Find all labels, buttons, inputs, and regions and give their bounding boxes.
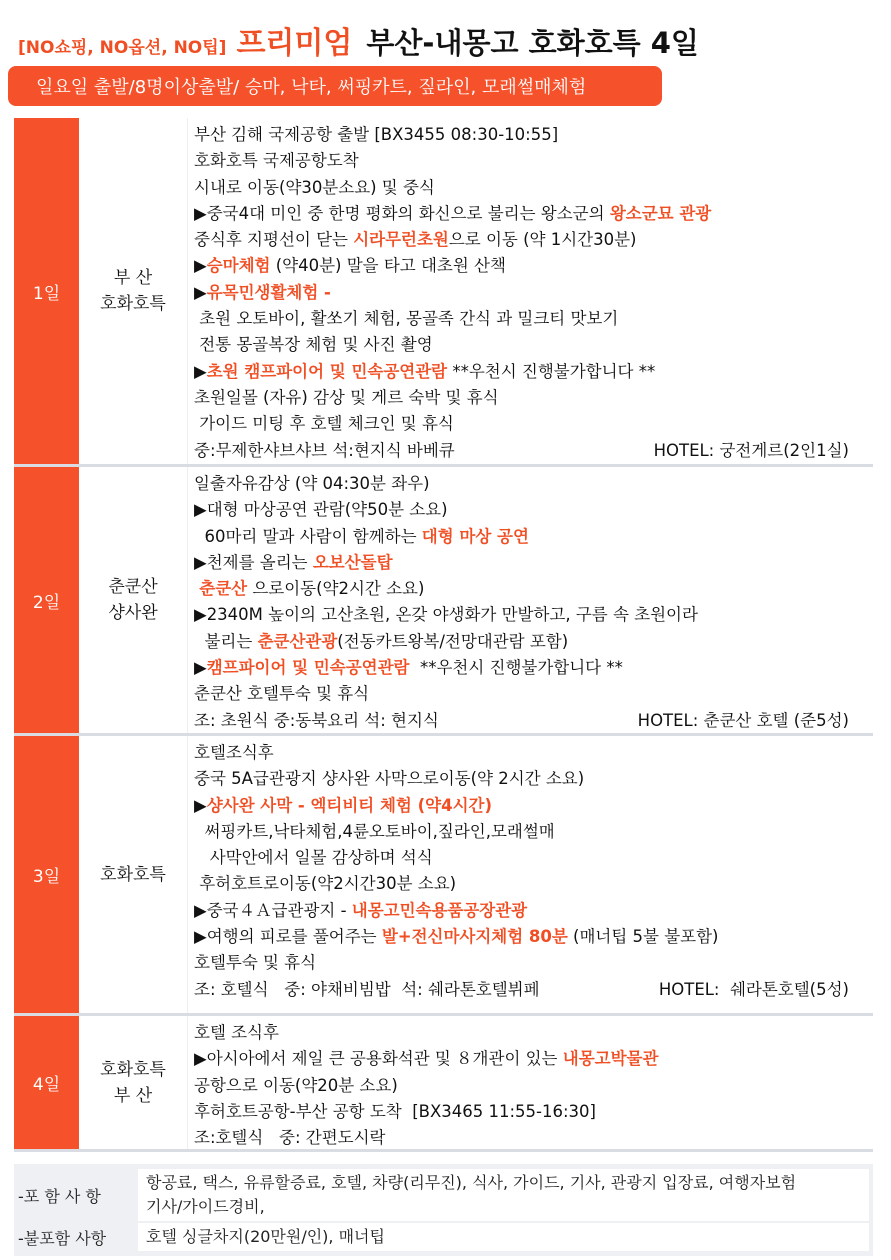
itinerary-text: **우천시 진행불가합니다 ** <box>447 361 656 381</box>
itinerary-line <box>194 576 873 602</box>
place-name: 춘쿤산 <box>108 577 158 597</box>
day-itinerary <box>188 467 873 733</box>
place-name: 부 산 <box>113 1085 153 1106</box>
highlight-text: 춘쿤산 <box>199 579 248 599</box>
itinerary-line <box>194 740 873 766</box>
itinerary-line <box>194 524 873 550</box>
highlight-text: 시라무런초원 <box>353 230 449 250</box>
itinerary-text: ▶천제를 올리는 <box>194 552 313 572</box>
header-tag: [NO쇼핑, NO옵션, NO팁] <box>18 38 227 58</box>
excluded-value: 호텔 싱글차지(20만원/인), 매너팁 <box>138 1223 869 1251</box>
itinerary-text: ▶ <box>194 361 207 381</box>
itinerary-line <box>194 924 873 950</box>
itinerary-text: 으로 이동 (약 1시간30분) <box>448 230 637 250</box>
itinerary-text: 으로이동(약2시간 소요) <box>247 579 425 599</box>
day-number: 2일 <box>14 467 79 733</box>
hotel-info: HOTEL: 춘쿤산 호텔 (준5성) <box>637 710 849 730</box>
itinerary-text: 써핑카트,낙타체험,4륜오토바이,짚라인,모래썰매 <box>194 821 555 841</box>
itinerary-text: (전동카트왕복/전망대관람 포함) <box>337 631 569 651</box>
itinerary-text: ▶대형 마상공연 관람(약50분 소요) <box>194 500 448 520</box>
itinerary-text: 일출자유감상 (약 04:30분 좌우) <box>194 474 430 493</box>
day-place <box>79 1016 188 1149</box>
itinerary-line <box>194 175 873 201</box>
itinerary-line <box>194 471 873 497</box>
itinerary-line <box>194 550 873 576</box>
included-label: -포 함 사 항 <box>18 1186 101 1206</box>
itinerary-line <box>194 497 873 523</box>
itinerary-text: 호텔조식후 <box>194 743 274 762</box>
meal-hotel-line <box>194 708 873 733</box>
highlight-text: 내몽고민속용품공장관광 <box>351 900 528 920</box>
itinerary-line <box>194 950 873 976</box>
itinerary-text: 전통 몽골복장 체험 및 사진 촬영 <box>194 335 433 355</box>
hotel-info: HOTEL: 쉐라톤호텔(5성) <box>658 979 849 999</box>
day-row <box>14 118 873 467</box>
itinerary-text: 춘쿤산 호텔투숙 및 휴식 <box>194 684 370 704</box>
itinerary-text: 중국 5A급관광지 샹사완 사막으로이동(약 2시간 소요) <box>194 769 585 789</box>
day-number: 4일 <box>14 1016 79 1149</box>
itinerary-text: 사막안에서 일몰 감상하며 석식 <box>194 848 433 868</box>
highlight-text: 초원 캠프파이어 및 민속공연관람 <box>206 361 448 381</box>
itinerary-line <box>194 148 873 174</box>
itinerary-text: 가이드 미팅 후 호텔 체크인 및 휴식 <box>194 414 454 434</box>
subtitle-banner <box>8 66 662 106</box>
itinerary-line <box>194 898 873 924</box>
day-place <box>79 467 188 733</box>
excluded-row <box>14 1222 873 1252</box>
itinerary-text: ▶중국４Ａ급관광지 - <box>194 900 352 920</box>
itinerary-line <box>194 793 873 819</box>
itinerary-line <box>194 819 873 845</box>
place-name: 호화호특 <box>100 294 166 314</box>
highlight-text: 샹사완 사막 - 엑티비티 체험 (약4시간) <box>206 795 492 815</box>
day-row <box>14 1016 873 1152</box>
itinerary-text: 후허호트로이동(약2시간30분 소요) <box>194 874 457 894</box>
inclusions-table <box>14 1164 873 1256</box>
hotel-info: HOTEL: 궁전게르(2인1실) <box>653 440 849 460</box>
itinerary-text: ▶ <box>194 282 207 302</box>
itinerary-text: 초원일몰 (자유) 감상 및 게르 숙박 및 휴식 <box>194 387 499 407</box>
itinerary-line <box>194 1099 873 1125</box>
itinerary-line <box>194 122 873 148</box>
itinerary-text: 조:호텔식 중: 간편도시락 <box>194 1128 386 1148</box>
itinerary-line <box>194 1073 873 1099</box>
itinerary-line <box>194 359 873 385</box>
meal-hotel-line <box>194 438 873 464</box>
itinerary-line <box>194 385 873 411</box>
meal-info: 조: 호텔식 중: 야채비빔밥 석: 쉐라톤호텔뷔페 <box>194 979 540 999</box>
itinerary-text: **우천시 진행불가합니다 ** <box>409 658 623 678</box>
highlight-text: 유목민생활체험 - <box>206 282 331 302</box>
itinerary-text: 후허호트공항-부산 공항 도착 [BX3465 11:55-16:30] <box>194 1101 596 1121</box>
highlight-text: 오보산돌탑 <box>312 552 393 572</box>
meal-hotel-line <box>194 977 873 1003</box>
place-name: 샹사완 <box>108 603 158 623</box>
itinerary-text: ▶2340M 높이의 고산초원, 온갖 야생화가 만발하고, 구름 속 초원이라 <box>194 605 698 625</box>
itinerary-line <box>194 227 873 253</box>
itinerary-line <box>194 1020 873 1046</box>
place-name: 호화호특 <box>100 1059 166 1080</box>
day-place <box>79 118 188 464</box>
itinerary-text: 초원 오토바이, 활쏘기 체험, 몽골족 간식 과 밀크티 맛보기 <box>194 309 619 329</box>
itinerary-text: 호텔투숙 및 휴식 <box>194 953 317 973</box>
itinerary-text: ▶ <box>194 795 207 815</box>
itinerary-text: ▶여행의 피로를 풀어주는 <box>194 927 382 947</box>
itinerary-line <box>194 655 873 681</box>
itinerary-line <box>194 411 873 437</box>
itinerary-text: 시내로 이동(약30분소요) 및 중식 <box>194 177 435 197</box>
meal-info: 조: 초원식 중:동북요리 석: 현지식 <box>194 710 439 730</box>
highlight-text: 내몽고박물관 <box>562 1049 659 1069</box>
day-row <box>14 736 873 1016</box>
included-line-1: 항공료, 택스, 유류할증료, 호텔, 차량(리무진), 식사, 가이드, 기사, 관광지 입장료, 여행자보험 <box>146 1173 797 1192</box>
header-premium: 프리미엄 <box>236 26 353 61</box>
itinerary-line <box>194 766 873 792</box>
itinerary-line <box>194 871 873 897</box>
itinerary-text: (매너팁 5불 불포함) <box>567 927 719 947</box>
highlight-text: 캠프파이어 및 민속공연관람 <box>206 658 410 678</box>
itinerary-line <box>194 280 873 306</box>
highlight-text: 대형 마상 공연 <box>421 526 529 546</box>
itinerary-line <box>194 602 873 628</box>
itinerary-text: 호텔 조식후 <box>194 1023 279 1042</box>
itinerary-text: ▶아시아에서 제일 큰 공용화석관 및 ８개관이 있는 <box>194 1049 563 1069</box>
highlight-text: 춘쿤산관광 <box>257 631 338 651</box>
day-row <box>14 467 873 736</box>
place-name: 부 산 <box>113 268 153 288</box>
schedule-table <box>14 118 873 1152</box>
itinerary-text: 호화호특 국제공항도착 <box>194 151 359 171</box>
itinerary-line <box>194 629 873 655</box>
itinerary-line <box>194 306 873 332</box>
itinerary-text: (약40분) 말을 타고 대초원 산책 <box>270 256 506 276</box>
itinerary-line <box>194 1046 873 1072</box>
itinerary-text: 중식후 지평선이 닫는 <box>194 230 354 250</box>
included-line-2: 기사/가이드경비, <box>146 1197 265 1216</box>
itinerary-text: 60마리 말과 사람이 함께하는 <box>194 526 422 546</box>
subtitle-text: 일요일 출발/8명이상출발/ 승마, 낙타, 써핑카트, 짚라인, 모래썰매체험 <box>36 77 587 98</box>
day-number: 3일 <box>14 736 79 1013</box>
day-number: 1일 <box>14 118 79 464</box>
highlight-text: 승마체험 <box>206 256 271 276</box>
highlight-text: 발+전신마사지체험 80분 <box>381 927 568 947</box>
meal-info: 중:무제한샤브샤브 석:현지식 바베큐 <box>194 440 455 460</box>
day-place <box>79 736 188 1013</box>
itinerary-line <box>194 332 873 358</box>
included-value <box>138 1169 869 1221</box>
itinerary-line <box>194 1125 873 1149</box>
itinerary-text: ▶ <box>194 256 207 276</box>
page-title: 부산-내몽고 호화호특 4일 <box>366 26 699 60</box>
place-name: 호화호특 <box>100 864 166 885</box>
itinerary-text: 공항으로 이동(약20분 소요) <box>194 1075 398 1095</box>
itinerary-text: ▶ <box>194 658 207 678</box>
itinerary-line <box>194 681 873 707</box>
included-row <box>14 1168 873 1222</box>
highlight-text: 왕소군묘 관광 <box>609 203 712 223</box>
day-itinerary <box>188 736 873 1013</box>
day-itinerary <box>188 1016 873 1149</box>
itinerary-line <box>194 845 873 871</box>
excluded-label: -불포함 사항 <box>18 1228 107 1248</box>
itinerary-line <box>194 201 873 227</box>
itinerary-text: 부산 김해 국제공항 출발 [BX3455 08:30-10:55] <box>194 125 559 144</box>
itinerary-line <box>194 253 873 279</box>
day-itinerary <box>188 118 873 464</box>
itinerary-text: ▶중국4대 미인 중 한명 평화의 화신으로 불리는 왕소군의 <box>194 203 610 223</box>
page-header <box>18 18 699 62</box>
itinerary-text: 불리는 <box>194 631 258 651</box>
